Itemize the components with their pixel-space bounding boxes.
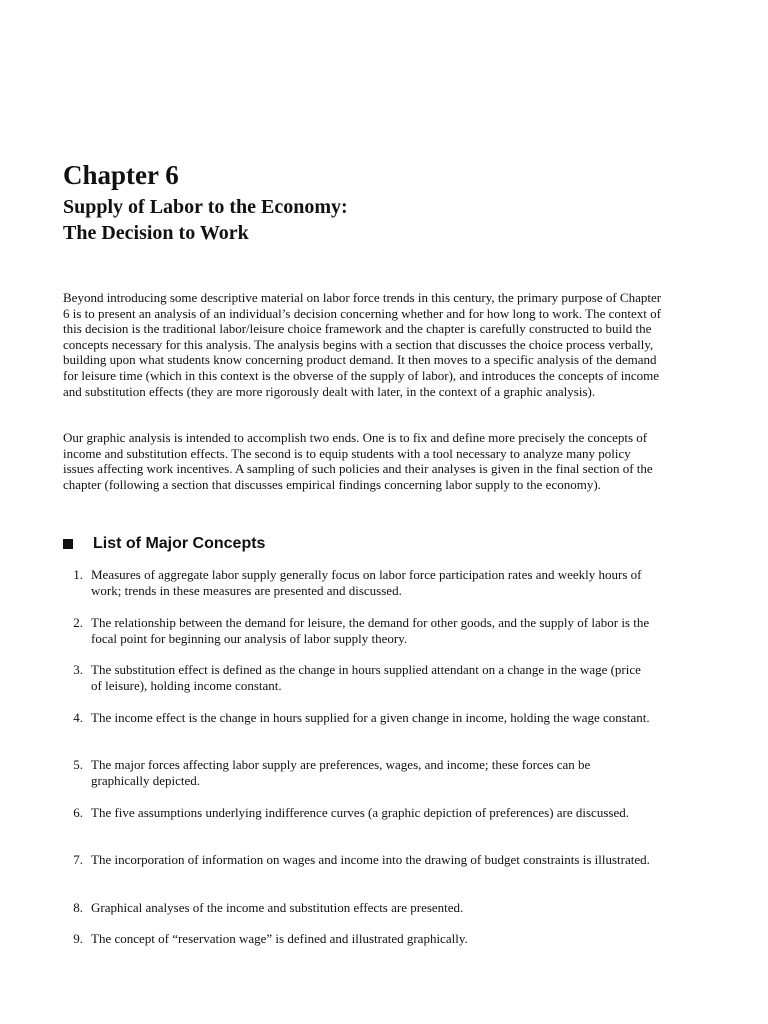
chapter-title	[63, 194, 348, 246]
list-item	[63, 900, 663, 916]
list-item	[63, 710, 663, 726]
list-item-number: 5.	[73, 757, 83, 772]
chapter-title-line-1: Supply of Labor to the Economy:	[63, 196, 348, 218]
list-item	[63, 567, 663, 598]
list-item	[63, 615, 663, 646]
list-item-number: 8.	[73, 900, 83, 915]
list-item	[63, 757, 663, 788]
list-item-number: 9.	[73, 931, 83, 946]
list-item-text: The incorporation of information on wages and income into the drawing of budget constraints is illustrated.	[91, 852, 650, 867]
intro-paragraph-2: Our graphic analysis is intended to accomplish two ends. One is to fix and define more precisely the concepts of income and substitution effects. The second is to equip students with a tool necessary to analyze many policy issues affecting work incentives. A sampling of such policies and their analyses is given in the final section of the chapter (following a section that discusses empirical findings concerning labor supply to the economy).	[63, 430, 653, 492]
list-item-number: 4.	[73, 710, 83, 725]
list-item	[63, 805, 663, 821]
list-item-number: 1.	[73, 567, 83, 582]
list-item-text: The relationship between the demand for leisure, the demand for other goods, and the supply of labor is the focal point for beginning our analysis of labor supply theory.	[91, 615, 650, 646]
list-item-text: The five assumptions underlying indifference curves (a graphic depiction of preferences) are discussed.	[91, 805, 629, 820]
list-item-number: 2.	[73, 615, 83, 630]
list-item-number: 6.	[73, 805, 83, 820]
list-item-text: The income effect is the change in hours supplied for a given change in income, holding the wage constant.	[91, 710, 650, 725]
square-bullet-icon	[63, 539, 73, 549]
list-item-text: Graphical analyses of the income and substitution effects are presented.	[91, 900, 464, 915]
list-item-text: The major forces affecting labor supply are preferences, wages, and income; these forces can be graphically depicted.	[91, 757, 591, 788]
chapter-number: Chapter 6	[63, 160, 179, 190]
intro-paragraph-1: Beyond introducing some descriptive material on labor force trends in this century, the primary purpose of Chapter 6 is to present an analysis of an individual’s decision concerning whether and for how long to work. The context of this decision is the traditional labor/leisure choice framework and the chapter is carefully constructed to build the concepts necessary for this analysis. The analysis begins with a section that discusses the choice process verbally, building upon what students know concerning product demand. It then moves to a specific analysis of the demand for leisure time (which in this context is the obverse of the supply of labor), and introduces the concepts of income and substitution effects (they are more rigorously dealt with later, in the context of a graphic analysis).	[63, 290, 662, 399]
list-item-text: The substitution effect is defined as the change in hours supplied attendant on a change in the wage (price of leisure), holding income constant.	[91, 662, 641, 693]
chapter-title-line-2: The Decision to Work	[63, 222, 249, 244]
list-item-text: The concept of “reservation wage” is defined and illustrated graphically.	[91, 931, 468, 946]
list-item	[63, 662, 663, 693]
list-item	[63, 852, 663, 868]
list-item-number: 7.	[73, 852, 83, 867]
list-item-number: 3.	[73, 662, 83, 677]
list-item-text: Measures of aggregate labor supply generally focus on labor force participation rates and weekly hours of work; trends in these measures are presented and discussed.	[91, 567, 642, 598]
section-heading-label: List of Major Concepts	[93, 535, 266, 552]
section-heading-major-concepts	[63, 534, 265, 554]
list-item	[63, 931, 663, 947]
